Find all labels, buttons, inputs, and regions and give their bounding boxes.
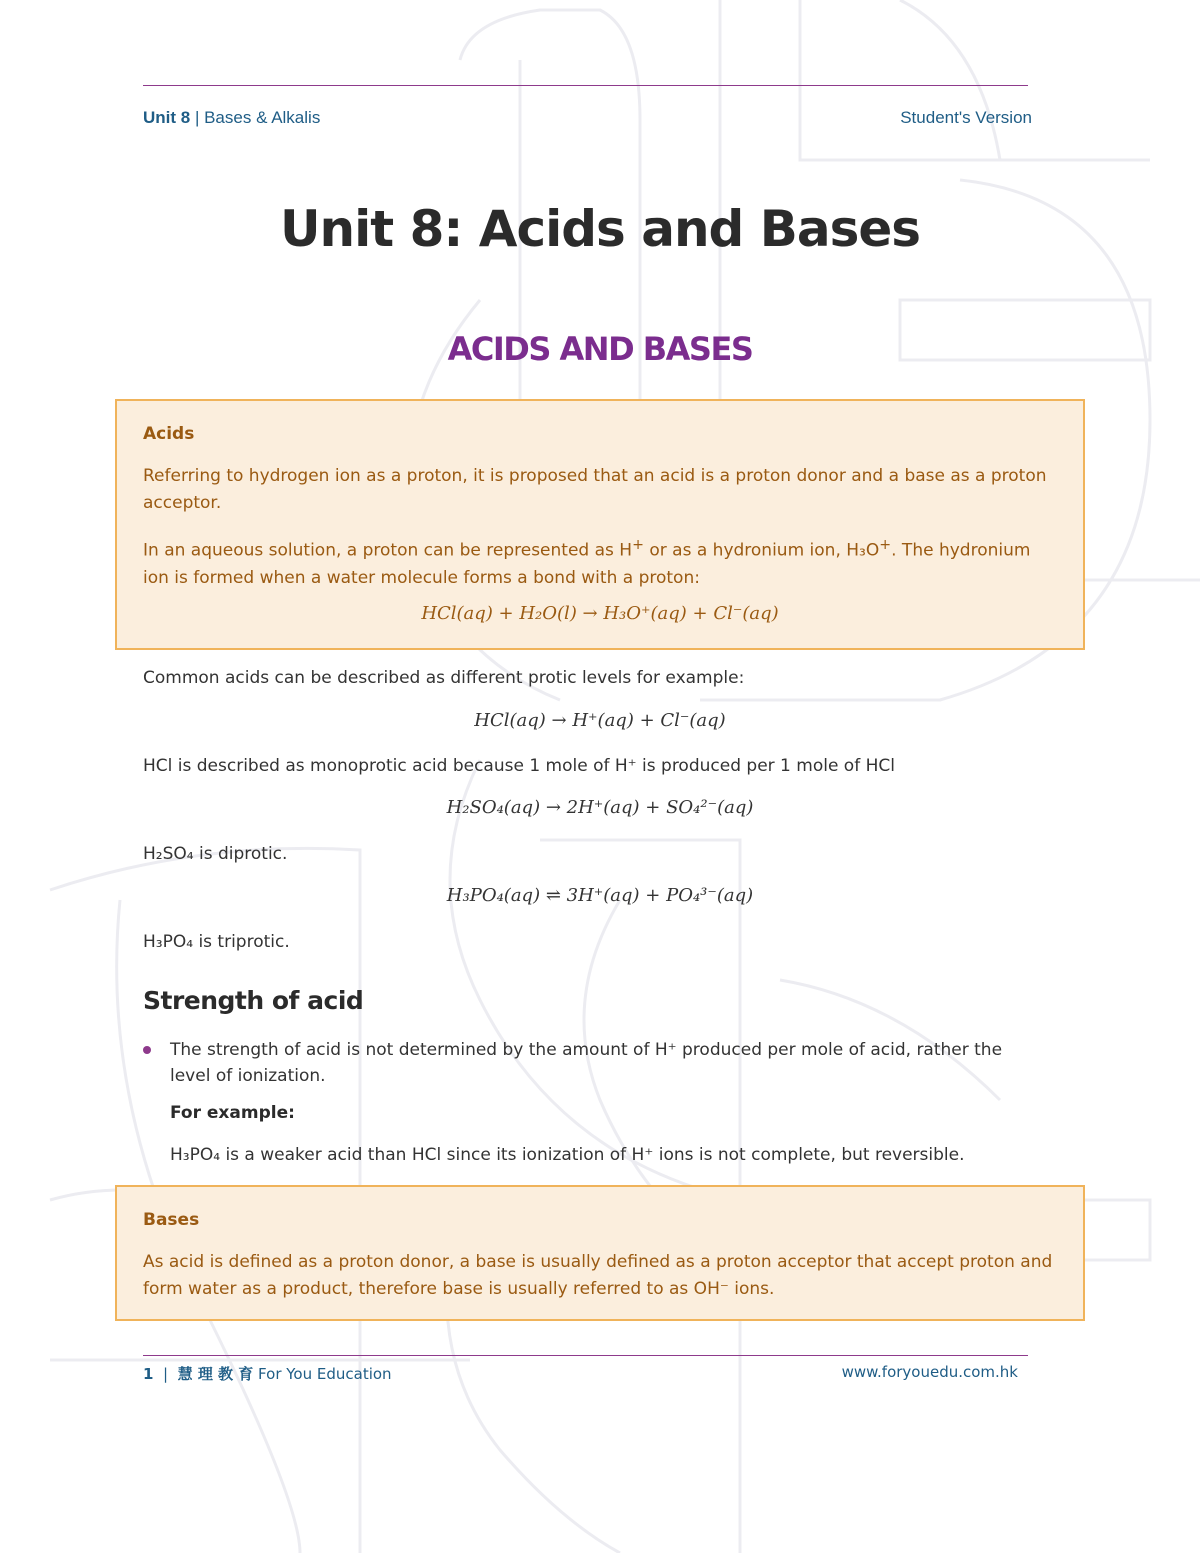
strength-heading: Strength of acid (143, 986, 364, 1015)
footer-url[interactable]: www.foryouedu.com.hk (841, 1363, 1018, 1381)
header-unit (143, 108, 320, 128)
common-acids-text: Common acids can be described as different protic levels for example: (143, 668, 745, 688)
hcl-monoprotic-text: HCl is described as monoprotic acid because 1 mole of H⁺ is produced per 1 mole of HCl (143, 756, 895, 776)
acids-box (115, 399, 1085, 650)
org-name-en: For You Education (258, 1365, 392, 1383)
equation-h2so4: H₂SO₄(aq) → 2H⁺(aq) + SO₄²⁻(aq) (446, 797, 754, 818)
footer-rule (143, 1355, 1028, 1356)
footer-left (143, 1363, 392, 1384)
example-label: For example: (170, 1103, 295, 1123)
acids-p2-c: . The hydronium ion is formed when a water molecule forms a bond with a proton: (143, 540, 1031, 588)
h2so4-diprotic-text: H₂SO₄ is diprotic. (143, 844, 288, 864)
strength-bullet-text: The strength of acid is not determined by the amount of H⁺ produced per mole of acid, rather the level of ionization. (170, 1040, 1003, 1086)
h3po4-triprotic-text: H₃PO₄ is triprotic. (143, 932, 290, 952)
acids-p2-h3o: H₃O (846, 540, 880, 561)
footer-separator: | (162, 1365, 169, 1383)
acids-p2-h: H (619, 540, 633, 561)
header-version: Student's Version (900, 108, 1032, 127)
org-name-cn: 慧 理 教 育 (177, 1365, 254, 1383)
bases-box (115, 1185, 1085, 1321)
page-title: Unit 8: Acids and Bases (279, 200, 921, 258)
acids-box-p1: Referring to hydrogen ion as a proton, it is proposed that an acid is a proton donor and a base as a proton acceptor. (143, 466, 1047, 513)
acids-box-p2: In an aqueous solution, a proton can be represented as H+ or as a hydronium ion, H₃O+. The hydronium ion is formed when a water molecule forms a bond with a proton: (143, 537, 1031, 588)
bases-box-text: As acid is defined as a proton donor, a base is usually defined as a proton acceptor that accept proton and form water as a product, therefore base is usually referred to as OH⁻ ions. (143, 1252, 1053, 1299)
page-number: 1 (143, 1365, 154, 1383)
header-rule (143, 85, 1028, 86)
section-title: ACIDS AND BASES (447, 330, 753, 368)
header-unit-topic: | Bases & Alkalis (190, 108, 321, 127)
hydronium-equation: HCl(aq) + H₂O(l) → H₃O⁺(aq) + Cl⁻(aq) (421, 603, 779, 624)
bases-box-title: Bases (143, 1210, 200, 1230)
example-text: H₃PO₄ is a weaker acid than HCl since its ionization of H⁺ ions is not complete, but reversible. (170, 1145, 965, 1165)
acids-p2-a: In an aqueous solution, a proton can be represented as (143, 540, 620, 561)
equation-hcl: HCl(aq) → H⁺(aq) + Cl⁻(aq) (474, 710, 726, 731)
header-unit-number: Unit 8 (143, 108, 191, 127)
equation-h3po4: H₃PO₄(aq) ⇌ 3H⁺(aq) + PO₄³⁻(aq) (446, 885, 754, 906)
acids-p2-b: or as a hydronium ion, (643, 540, 847, 561)
bullet-dot (143, 1046, 151, 1054)
acids-box-title: Acids (143, 424, 195, 444)
